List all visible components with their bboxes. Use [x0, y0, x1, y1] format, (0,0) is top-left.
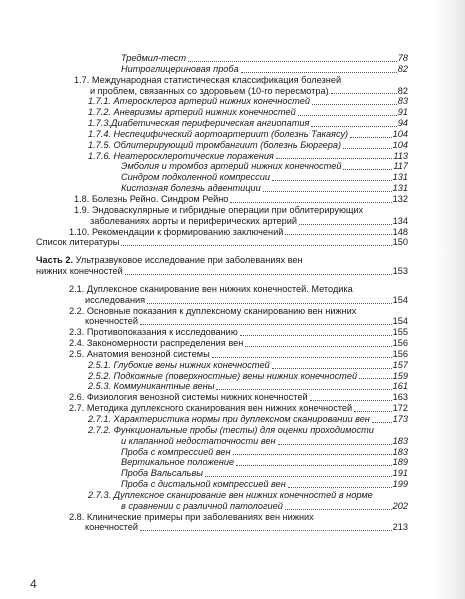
toc-entry-title: 2.7. Методика дуплексного сканирования вен нижних конечностей — [69, 403, 353, 414]
dot-leader — [285, 509, 392, 510]
toc-page-number: 131 — [392, 172, 408, 183]
toc-entry-title: Дуплексное сканирование вен нижних конечностей. Методика — [86, 283, 353, 294]
toc-page-number: 83 — [397, 96, 408, 107]
toc-entry[interactable] — [69, 392, 408, 403]
toc-entry[interactable] — [69, 338, 408, 349]
toc-page-number: 163 — [392, 392, 408, 403]
toc-page-number: 113 — [393, 150, 408, 161]
toc-page-number: 156 — [392, 338, 408, 349]
toc-entry-title: Тредмил-тест — [121, 53, 187, 63]
toc-entry-title: Проба с компрессией вен — [121, 446, 231, 457]
toc-entry-title: Основные показания к дуплексному сканированию вен нижних — [86, 305, 357, 316]
toc-page-number: 154 — [392, 316, 408, 327]
dot-leader — [276, 158, 393, 159]
dot-leader — [298, 115, 397, 116]
toc-entry-title-continuation: заболеваниях аорты и периферических артерий — [90, 215, 297, 226]
dot-leader — [354, 411, 392, 412]
toc-entry[interactable] — [121, 457, 408, 468]
toc-entry[interactable] — [121, 479, 408, 490]
toc-page-number: 91 — [397, 107, 408, 118]
toc-page-number: 104 — [392, 139, 408, 150]
toc-entry-title: Проба с дистальной компрессией вен — [121, 479, 286, 490]
toc-page-number: 82 — [397, 63, 408, 74]
toc-entry[interactable] — [88, 490, 408, 512]
toc-entry-title: Клинические примеры при заболеваниях вен нижних — [86, 511, 314, 522]
toc-entry[interactable] — [88, 371, 408, 382]
toc-page-number: 183 — [392, 435, 408, 446]
toc-entry-title: 2.3. Противопоказания к исследованию — [69, 327, 238, 338]
toc-entry-title-continuation: конечностей — [85, 316, 139, 327]
toc-page-number: 153 — [392, 266, 408, 277]
toc-entry[interactable] — [121, 161, 408, 172]
toc-entry-title: 1.7.4. Неспецифический аортоартериит (болезнь Такаясу) — [88, 128, 349, 139]
toc-entry[interactable] — [121, 64, 408, 75]
section-gap — [36, 248, 408, 255]
toc-entry[interactable] — [74, 194, 408, 205]
toc-entry[interactable] — [88, 107, 408, 118]
toc-entry-title: Синдром подколенной компрессии — [121, 172, 270, 183]
toc-entry-number: 2.2. — [69, 305, 85, 316]
toc-page-number: 156 — [392, 348, 408, 359]
dot-leader — [188, 61, 397, 62]
toc-entry-number: 2.1. — [69, 283, 85, 294]
toc-entry-title: Кистозная болезнь адвентиции — [121, 183, 261, 194]
toc-entry[interactable] — [69, 227, 408, 238]
dot-leader — [359, 378, 392, 379]
watermark: Ponomarenko — [264, 526, 345, 540]
toc-page-number: 148 — [392, 226, 408, 237]
toc-entry-title-continuation: в сравнении с различной патологией — [121, 500, 283, 511]
toc-entry-title: Эндоваскулярные и гибридные операции при облитерирующих — [91, 204, 364, 215]
toc-entry[interactable] — [69, 512, 408, 534]
toc-entry-number: 1.7. — [74, 74, 90, 85]
toc-page-number: 189 — [392, 457, 408, 468]
dot-leader — [272, 180, 392, 181]
toc-entry-title: Проба Вальсальвы — [121, 468, 204, 479]
toc-entry-title: 2.7.1. Характеристика нормы при дуплексном сканировании вен — [88, 414, 370, 424]
toc-entry-title: Нитроглицериновая проба — [121, 63, 239, 74]
toc-page-number: 82 — [397, 85, 408, 96]
dot-leader — [241, 72, 397, 73]
toc-page-number: 131 — [392, 183, 408, 194]
toc-entry[interactable] — [69, 284, 408, 306]
toc-page-number: 183 — [392, 446, 408, 457]
dot-leader — [288, 487, 392, 488]
toc-entry[interactable] — [88, 151, 408, 162]
toc-entry[interactable] — [88, 360, 408, 371]
dot-leader — [278, 444, 392, 445]
toc-entry-title-continuation: исследования — [85, 294, 146, 305]
toc-entry-title: 1.7.6. Неатеросклеротические поражения — [88, 150, 274, 161]
toc-page-number: 172 — [392, 403, 408, 414]
toc-entry[interactable] — [88, 414, 408, 425]
dot-leader — [240, 335, 392, 336]
dot-leader — [343, 148, 392, 149]
toc-entry-title-continuation: и проблем, связанных со здоровьем (10-го пересмотра) — [90, 85, 329, 96]
toc-page-number: 150 — [392, 237, 408, 248]
toc-page-number: 199 — [392, 479, 408, 490]
toc-entry-title: 1.7.5. Облитерирующий тромбангиит (болезнь Бюргера) — [88, 139, 342, 150]
dot-leader — [331, 93, 397, 94]
dot-leader — [299, 224, 392, 225]
toc-entry[interactable] — [74, 205, 408, 227]
dot-leader — [312, 104, 397, 105]
toc-page-number: 78 — [397, 53, 408, 63]
page-edge-shadow — [435, 0, 465, 599]
toc-entry-title: 2.5. Анатомия венозной системы — [69, 348, 210, 359]
toc-entry[interactable] — [69, 403, 408, 414]
toc-entry-title: 2.5.3. Коммуникантные вены — [88, 381, 215, 392]
dot-leader — [263, 191, 392, 192]
toc-page-number: 213 — [392, 522, 408, 533]
dot-leader — [310, 400, 392, 401]
part-heading[interactable] — [36, 255, 408, 277]
toc-entry[interactable] — [36, 237, 408, 248]
toc-page-number: 161 — [392, 381, 408, 392]
toc-entry-title: 1.7.1. Атеросклероз артерий нижних конечностей — [88, 96, 310, 107]
dot-leader — [125, 274, 392, 275]
toc-entry-title: 1.7.3.Диабетическая периферическая ангиопатия — [88, 118, 310, 129]
toc-entry[interactable] — [88, 425, 408, 447]
toc-entry-title: Вертикальное положение — [121, 457, 235, 468]
toc-entry-title: Функциональные пробы (тесты) для оценки проходимости — [113, 424, 374, 435]
toc-entry-title: 2.6. Физиология венозной системы нижних конечностей — [69, 392, 308, 403]
dot-leader — [233, 454, 392, 455]
toc-entry-title-continuation: и клапанной недостаточности вен — [121, 435, 276, 446]
toc-entry[interactable] — [69, 349, 408, 360]
toc-entry[interactable] — [88, 118, 408, 129]
dot-leader — [343, 169, 392, 170]
toc-page-number: 155 — [392, 327, 408, 338]
toc-page-number: 134 — [392, 215, 408, 226]
section-gap — [36, 277, 408, 284]
toc-entry[interactable] — [88, 96, 408, 107]
toc-entry-title: Международная статистическая классификация болезней — [91, 74, 342, 85]
toc-entry-title-continuation: конечностей — [85, 522, 139, 533]
toc-entry[interactable] — [74, 75, 408, 97]
toc-entry[interactable] — [88, 129, 408, 140]
toc-entry-title: 1.8. Болезнь Рейно. Синдром Рейно — [74, 193, 229, 204]
toc-page-number: 117 — [393, 161, 408, 172]
toc-entry[interactable] — [69, 327, 408, 338]
table-of-contents — [36, 53, 408, 533]
toc-entry-title: Список литературы — [36, 237, 120, 248]
toc-entry-title: 2.5.1. Глубокие вены нижних конечностей — [88, 359, 270, 370]
toc-entry-title: Дуплексное сканирование вен нижних конечностей в норме — [113, 489, 373, 500]
dot-leader — [272, 368, 392, 369]
toc-entry-title: 2.5.2. Подкожные (поверхностные) вены нижних конечностей — [88, 370, 358, 381]
dot-leader — [350, 137, 392, 138]
toc-page-number: 157 — [392, 359, 408, 370]
toc-entry[interactable] — [121, 468, 408, 479]
toc-entry-title: 2.4. Закономерности распределения вен — [69, 338, 244, 349]
dot-leader — [216, 389, 391, 390]
dot-leader — [147, 303, 392, 304]
toc-page-number: 132 — [392, 193, 408, 204]
toc-entry-number: 2.7.3. — [88, 489, 111, 500]
toc-entry[interactable] — [69, 306, 408, 328]
toc-entry[interactable] — [121, 172, 408, 183]
dot-leader — [212, 357, 392, 358]
toc-page-number: 191 — [392, 468, 408, 479]
toc-entry-title: Эмболия и тромбоз артерий нижних конечностей — [121, 161, 342, 172]
dot-leader — [245, 346, 391, 347]
dot-leader — [236, 465, 392, 466]
toc-entry-title: Ультразвуковое исследование при заболеваниях вен — [75, 255, 303, 266]
toc-entry[interactable] — [88, 381, 408, 392]
toc-entry-title: 1.10. Рекомендации к формированию заключений — [69, 226, 284, 237]
toc-entry-title: 1.7.2. Аневризмы артерий нижних конечностей — [88, 107, 296, 118]
toc-page-number: 94 — [397, 118, 408, 129]
toc-entry-title-continuation: нижних конечностей — [36, 266, 123, 277]
toc-entry-number: 2.8. — [69, 511, 85, 522]
dot-leader — [205, 476, 392, 477]
toc-entry[interactable] — [121, 183, 408, 194]
toc-page-number: 159 — [392, 370, 408, 381]
dot-leader — [372, 422, 392, 423]
dot-leader — [140, 324, 392, 325]
toc-entry-number: Часть 2. — [36, 255, 74, 266]
dot-leader — [285, 234, 391, 235]
toc-page-number: 154 — [392, 294, 408, 305]
toc-page-number: 104 — [392, 128, 408, 139]
dot-leader — [311, 126, 396, 127]
dot-leader — [230, 202, 391, 203]
toc-page-number: 202 — [392, 500, 408, 511]
toc-entry[interactable] — [121, 53, 408, 64]
toc-entry[interactable] — [121, 447, 408, 458]
toc-page-number: 173 — [392, 414, 408, 424]
toc-entry-number: 1.9. — [74, 204, 90, 215]
toc-entry-number: 2.7.2. — [88, 424, 111, 435]
page-number: 4 — [30, 577, 37, 591]
dot-leader — [121, 245, 391, 246]
toc-entry[interactable] — [88, 140, 408, 151]
